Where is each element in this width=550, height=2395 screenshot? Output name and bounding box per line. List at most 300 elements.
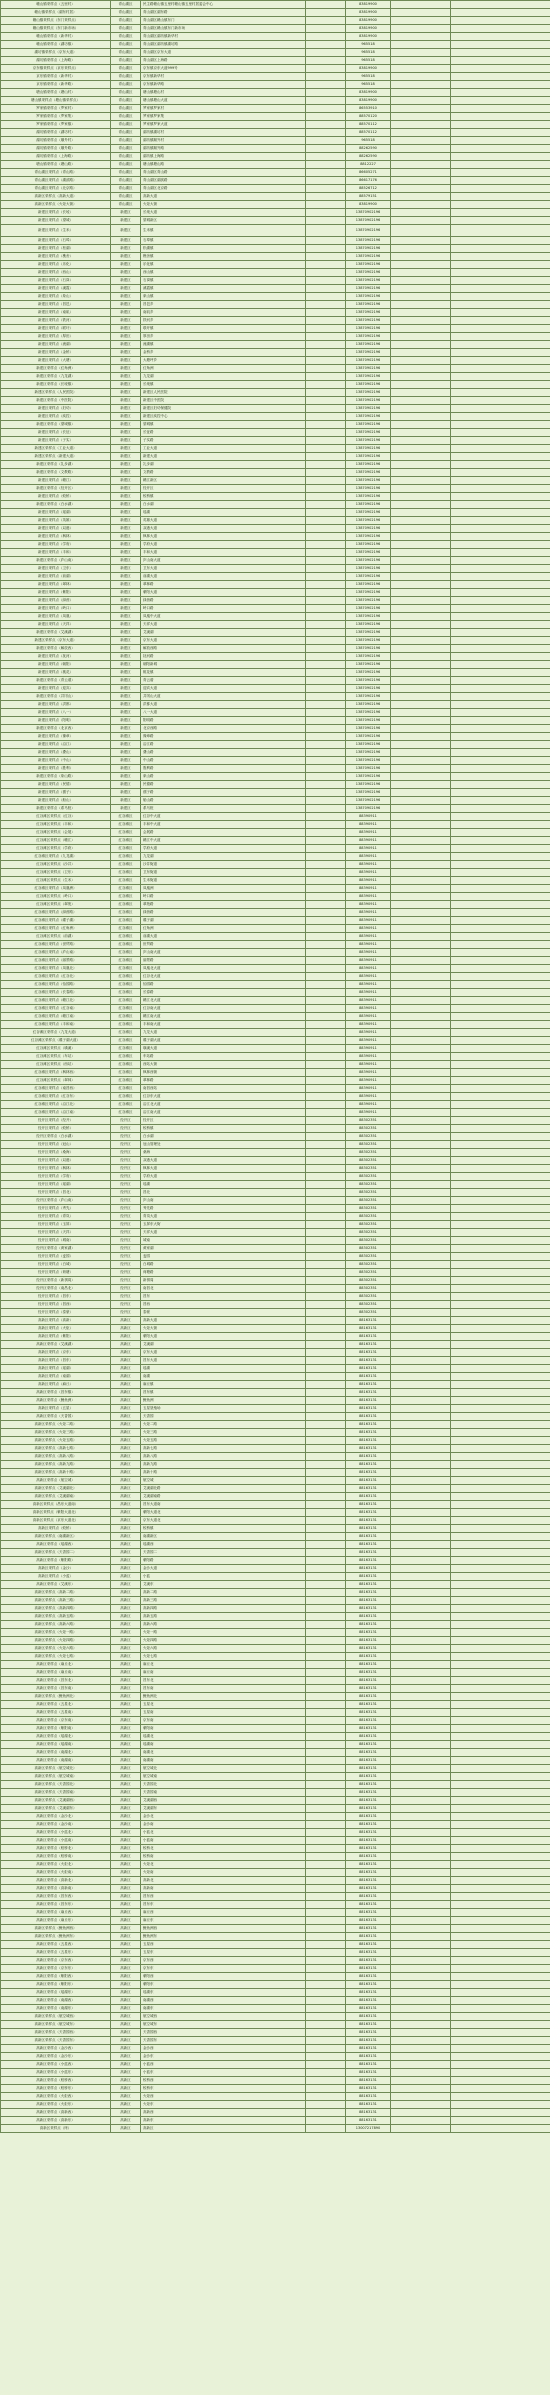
table-cell <box>306 1237 346 1245</box>
table-cell <box>391 1669 451 1677</box>
table-cell: 新建区 <box>111 573 141 581</box>
table-cell: 经开区 <box>111 1173 141 1181</box>
table-cell <box>306 1733 346 1741</box>
table-cell: 新建区 <box>111 645 141 653</box>
table-cell: 13870902196 <box>346 525 391 533</box>
table-cell: 高新区采样点（昌东北） <box>1 1677 111 1685</box>
table-cell <box>391 1245 451 1253</box>
table-cell <box>451 1789 550 1797</box>
table-cell: 88302351 <box>346 1125 391 1133</box>
table-row <box>1 225 550 237</box>
table-cell <box>391 413 451 421</box>
table-cell <box>391 709 451 717</box>
table-cell <box>306 1909 346 1917</box>
table-cell: 青山湖区采样点（湖滨路） <box>1 177 111 185</box>
table-row <box>1 1 550 9</box>
table-cell <box>391 1501 451 1509</box>
table-cell <box>391 2101 451 2109</box>
table-cell: 高新区 <box>111 1565 141 1573</box>
table-cell: 88390911 <box>346 965 391 973</box>
table-cell <box>451 1885 550 1893</box>
table-cell: 蛟桥北 <box>141 1845 306 1853</box>
table-cell: 高新区 <box>111 1533 141 1541</box>
table-cell <box>306 1877 346 1885</box>
table-cell: 88390911 <box>346 1093 391 1101</box>
table-cell <box>391 1893 451 1901</box>
table-cell: 京东镇采样点（新华路） <box>1 81 111 89</box>
table-cell: 高新区采样点（火炬四路） <box>1 1637 111 1645</box>
table-cell <box>306 1781 346 1789</box>
table-cell: 新建区 <box>111 757 141 765</box>
table-cell <box>391 613 451 621</box>
table-cell: 京东镇采样点（京东采样点） <box>1 65 111 73</box>
table-cell <box>391 2069 451 2077</box>
table-cell: 83819900 <box>346 97 391 105</box>
table-cell: 高新区采样点（小蓝东） <box>1 2069 111 2077</box>
table-cell: 小蓝东 <box>141 2069 306 2077</box>
table-cell <box>391 965 451 973</box>
table-cell <box>306 1669 346 1677</box>
table-cell: 联圩镇 <box>141 325 306 333</box>
table-row <box>1 789 550 797</box>
table-cell <box>391 1829 451 1837</box>
table-cell: 88163131 <box>346 1869 391 1877</box>
table-row <box>1 1157 550 1165</box>
table-row <box>1 557 550 565</box>
table-cell: 天香园 <box>141 1413 306 1421</box>
table-cell <box>306 1397 346 1405</box>
table-cell: 新建区 <box>111 357 141 365</box>
table-cell <box>451 309 550 317</box>
table-row <box>1 2013 550 2021</box>
table-cell: 新建区采样点（船山） <box>1 797 111 805</box>
table-row <box>1 1293 550 1301</box>
table-cell: 高新区 <box>111 1829 141 1837</box>
table-cell: 88390911 <box>346 869 391 877</box>
table-cell: 13870902196 <box>346 389 391 397</box>
table-cell <box>391 1125 451 1133</box>
table-cell <box>451 1381 550 1389</box>
table-cell <box>391 333 451 341</box>
table-row <box>1 565 550 573</box>
table-cell <box>391 509 451 517</box>
table-cell <box>451 949 550 957</box>
table-cell: 系马桩 <box>141 805 306 813</box>
table-cell: 高新区采样点（瑶湖） <box>1 1365 111 1373</box>
table-cell: 新建区 <box>111 413 141 421</box>
table-cell: 八一大道 <box>141 709 306 717</box>
table-cell: 88163131 <box>346 1701 391 1709</box>
table-cell: 新建区采样点（蛟桥） <box>1 493 111 501</box>
table-cell <box>391 1381 451 1389</box>
table-cell: 88163131 <box>346 1685 391 1693</box>
table-cell <box>451 1437 550 1445</box>
table-cell <box>391 405 451 413</box>
table-cell <box>451 1333 550 1341</box>
table-cell <box>391 1005 451 1013</box>
table-cell: 天香园南 <box>141 1789 306 1797</box>
table-cell: 红谷滩区 <box>111 965 141 973</box>
table-cell: 高新西 <box>141 2109 306 2117</box>
table-cell: 凤凰北大道 <box>141 965 306 973</box>
table-cell: 高新区采样点（金沙南） <box>1 1821 111 1829</box>
table-cell <box>451 253 550 261</box>
table-cell: 红谷滩区 <box>111 877 141 885</box>
table-cell <box>391 653 451 661</box>
table-cell <box>391 1973 451 1981</box>
table-cell: 经开区采样点（学府） <box>1 1173 111 1181</box>
table-row <box>1 209 550 217</box>
table-cell: 高新区 <box>111 2109 141 2117</box>
table-cell: 高新区采样点（瑶湖东） <box>1 1989 111 1997</box>
table-cell: 新建区 <box>111 469 141 477</box>
table-cell <box>451 589 550 597</box>
table-cell: 13870902196 <box>346 637 391 645</box>
table-cell <box>391 1205 451 1213</box>
table-cell <box>306 1885 346 1893</box>
table-cell: 88390911 <box>346 893 391 901</box>
table-cell: 高新区 <box>111 1717 141 1725</box>
table-cell: 高新区采样点（金沙东） <box>1 2053 111 2061</box>
table-cell: 高新区采样点（鲤鱼洲西） <box>1 1925 111 1933</box>
table-row <box>1 1877 550 1885</box>
table-cell: 高新区 <box>111 1821 141 1829</box>
table-cell: 高新区 <box>111 1525 141 1533</box>
table-cell <box>306 1309 346 1317</box>
table-cell: 红谷滩区 <box>111 989 141 997</box>
table-cell: 88570120 <box>346 113 391 121</box>
table-cell <box>451 1413 550 1421</box>
table-cell: 88163131 <box>346 1341 391 1349</box>
table-cell <box>391 325 451 333</box>
table-cell <box>306 565 346 573</box>
table-cell <box>451 701 550 709</box>
table-cell <box>451 1285 550 1293</box>
table-cell: 火炬东 <box>141 2101 306 2109</box>
table-cell <box>391 493 451 501</box>
table-cell: 88163131 <box>346 2061 391 2069</box>
table-cell: 青山湖区 <box>111 129 141 137</box>
table-row <box>1 1781 550 1789</box>
table-row <box>1 153 550 161</box>
table-cell: 高新区采样点（金沙北） <box>1 1813 111 1821</box>
table-cell: 艾溪湖北路 <box>141 1485 306 1493</box>
table-cell <box>306 1709 346 1717</box>
table-cell: 九龙大道 <box>141 1029 306 1037</box>
table-row <box>1 1373 550 1381</box>
table-cell: 青山湖区 <box>111 137 141 145</box>
table-cell <box>391 137 451 145</box>
table-cell <box>451 201 550 209</box>
table-cell: 朝阳新城 <box>141 661 306 669</box>
table-cell <box>306 605 346 613</box>
table-cell: 高新区 <box>111 1485 141 1493</box>
table-cell <box>391 909 451 917</box>
table-cell <box>391 1845 451 1853</box>
table-cell: 88390911 <box>346 1005 391 1013</box>
table-row <box>1 177 550 185</box>
table-cell: 西山镇 <box>141 269 306 277</box>
table-cell: 88163131 <box>346 1605 391 1613</box>
table-cell <box>306 885 346 893</box>
table-cell: 叠山路 <box>141 749 306 757</box>
table-row <box>1 1925 550 1933</box>
table-cell: 高新区采样点（紫阳） <box>1 1333 111 1341</box>
table-cell <box>306 381 346 389</box>
table-cell <box>451 2029 550 2037</box>
table-cell <box>391 1365 451 1373</box>
table-row <box>1 429 550 437</box>
table-row <box>1 1189 550 1197</box>
table-cell: 高新区 <box>111 1933 141 1941</box>
table-row <box>1 2125 550 2133</box>
table-cell: 965518 <box>346 81 391 89</box>
table-cell <box>451 389 550 397</box>
table-cell: 高新区采样点（麻丘南） <box>1 1669 111 1677</box>
table-cell: 塘山镇塘山大道 <box>141 97 306 105</box>
table-cell: 高新区采样点（麻丘北） <box>1 1661 111 1669</box>
table-cell: 高新区采样点（高新十路） <box>1 1469 111 1477</box>
table-cell: 红谷滩区 <box>111 1077 141 1085</box>
table-cell <box>391 1837 451 1845</box>
table-cell: 红谷滩区 <box>111 853 141 861</box>
table-cell: 火炬大街 <box>141 201 306 209</box>
table-cell <box>451 1549 550 1557</box>
table-cell: 红谷滩区采样点（岭口） <box>1 893 111 901</box>
table-cell: 经开区采样点（城南） <box>1 1237 111 1245</box>
table-cell: 经开区 <box>111 1181 141 1189</box>
table-cell: 13870902196 <box>346 677 391 685</box>
table-cell: 青山湖区 <box>111 113 141 121</box>
table-cell: 新建区采样点（樵舍） <box>1 253 111 261</box>
table-cell: 86617176 <box>346 177 391 185</box>
table-cell: 13870902196 <box>346 217 391 225</box>
table-row <box>1 1213 550 1221</box>
table-cell: 高新区 <box>111 1869 141 1877</box>
table-cell: 丰和南大道 <box>141 1021 306 1029</box>
table-cell: 红谷滩区采样点（翠林） <box>1 1077 111 1085</box>
table-cell: 88163131 <box>346 1733 391 1741</box>
table-cell: 鲤鱼洲东 <box>141 1933 306 1941</box>
table-cell <box>391 957 451 965</box>
table-row <box>1 669 550 677</box>
table-cell: 新建区采样点（望城） <box>1 217 111 225</box>
table-cell: 高新区 <box>111 1549 141 1557</box>
table-cell <box>306 493 346 501</box>
table-cell: 高新区 <box>111 1973 141 1981</box>
table-cell: 天香园东 <box>141 2037 306 2045</box>
table-row <box>1 105 550 113</box>
table-cell: 高新区采样点（小蓝南） <box>1 1837 111 1845</box>
table-cell: 高新区采样点（五星东） <box>1 1949 111 1957</box>
table-row <box>1 1013 550 1021</box>
table-cell: 高新区采样点（高新七路） <box>1 1445 111 1453</box>
table-cell <box>306 1517 346 1525</box>
table-cell <box>451 177 550 185</box>
table-cell <box>306 1725 346 1733</box>
table-row <box>1 685 550 693</box>
table-cell <box>391 1213 451 1221</box>
table-cell <box>451 2053 550 2061</box>
table-cell <box>451 717 550 725</box>
table-row <box>1 965 550 973</box>
table-cell <box>306 1 346 9</box>
table-row <box>1 1453 550 1461</box>
table-row <box>1 589 550 597</box>
table-cell: 高新区 <box>111 1453 141 1461</box>
table-cell: 88302351 <box>346 1213 391 1221</box>
table-cell <box>306 293 346 301</box>
table-cell <box>306 1133 346 1141</box>
table-cell <box>306 437 346 445</box>
table-cell: 昌东大道南 <box>141 1501 306 1509</box>
table-cell <box>451 1989 550 1997</box>
table-cell <box>391 549 451 557</box>
table-cell: 高新区采样点（麻丘东） <box>1 1917 111 1925</box>
table-cell: 高新区 <box>111 1925 141 1933</box>
table-cell <box>306 1389 346 1397</box>
table-cell <box>451 2021 550 2029</box>
table-row <box>1 269 550 277</box>
table-cell: 高新区采样点（航空城南） <box>1 1773 111 1781</box>
table-row <box>1 1045 550 1053</box>
table-cell: 青山湖区 <box>111 17 141 25</box>
table-cell: 88163131 <box>346 2093 391 2101</box>
table-cell <box>391 1749 451 1757</box>
table-cell <box>391 2037 451 2045</box>
table-cell: 高新区采样点（五星西） <box>1 1941 111 1949</box>
table-cell <box>306 1013 346 1021</box>
table-cell <box>391 885 451 893</box>
table-row <box>1 1885 550 1893</box>
table-cell: 88163131 <box>346 1853 391 1861</box>
table-cell: 经开区 <box>111 1133 141 1141</box>
table-cell: 高新区采样点（高新二路） <box>1 1589 111 1597</box>
table-cell <box>306 1125 346 1133</box>
table-cell: 88163131 <box>346 1781 391 1789</box>
table-cell: 新建区 <box>111 285 141 293</box>
table-cell: 红谷滩区采样点（丽景路） <box>1 957 111 965</box>
table-cell <box>451 1373 550 1381</box>
table-cell: 13870902196 <box>346 261 391 269</box>
table-cell <box>391 2117 451 2125</box>
table-cell <box>451 653 550 661</box>
table-cell: 红谷滩区 <box>111 1053 141 1061</box>
table-cell <box>451 1613 550 1621</box>
table-cell: 新建区 <box>111 217 141 225</box>
table-cell <box>391 525 451 533</box>
table-cell <box>306 1981 346 1989</box>
table-row <box>1 1301 550 1309</box>
table-cell: 高新区 <box>111 1493 141 1501</box>
table-cell: 双港大道 <box>141 525 306 533</box>
table-cell <box>306 1429 346 1437</box>
table-cell: 小蓝 <box>141 1573 306 1581</box>
table-cell <box>306 1789 346 1797</box>
table-cell: 新建区 <box>111 405 141 413</box>
table-cell <box>306 973 346 981</box>
table-cell: 88163131 <box>346 1861 391 1869</box>
table-cell <box>451 1709 550 1717</box>
table-cell: 经开区采样点（枫林） <box>1 1165 111 1173</box>
table-cell: 翠林路 <box>141 581 306 589</box>
table-cell: 红谷滩区 <box>111 1037 141 1045</box>
table-cell: 13870902196 <box>346 325 391 333</box>
table-cell <box>451 1053 550 1061</box>
table-cell: 红谷滩区采样点（凤凰洲） <box>1 885 111 893</box>
table-cell <box>391 693 451 701</box>
table-row <box>1 741 550 749</box>
table-cell: 高新区 <box>111 2021 141 2029</box>
table-cell: 城南 <box>141 1237 306 1245</box>
table-row <box>1 2021 550 2029</box>
table-cell: 高新区 <box>111 2053 141 2061</box>
table-cell: 卫东大道 <box>141 565 306 573</box>
table-row <box>1 41 550 49</box>
table-cell <box>391 1069 451 1077</box>
table-cell: 经开区 <box>111 1221 141 1229</box>
table-cell: 天祥大道 <box>141 1229 306 1237</box>
table-cell <box>306 1741 346 1749</box>
table-cell: 88163131 <box>346 1797 391 1805</box>
table-cell: 13870902196 <box>346 429 391 437</box>
table-row <box>1 1093 550 1101</box>
table-cell: 青山湖区湖坊镇新华村 <box>141 33 306 41</box>
table-row <box>1 701 550 709</box>
table-cell <box>391 57 451 65</box>
table-cell: 高新区采样点（小蓝北） <box>1 1829 111 1837</box>
table-cell: 高新区 <box>111 1885 141 1893</box>
table-cell <box>306 2085 346 2093</box>
table-cell: 红谷滩区 <box>111 1045 141 1053</box>
table-cell <box>306 1629 346 1637</box>
table-cell: 965518 <box>346 57 391 65</box>
table-cell: 13870902196 <box>346 405 391 413</box>
table-cell: 高新区 <box>111 1981 141 1989</box>
table-cell <box>306 17 346 25</box>
table-cell <box>391 49 451 57</box>
table-cell: 红谷东大道 <box>141 1093 306 1101</box>
table-cell <box>451 429 550 437</box>
table-cell: 88390911 <box>346 1109 391 1117</box>
table-cell: 新建区 <box>111 245 141 253</box>
table-cell: 88163131 <box>346 1645 391 1653</box>
table-row <box>1 1845 550 1853</box>
table-cell: 青山湖区采样点（青山路） <box>1 169 111 177</box>
table-cell <box>451 1669 550 1677</box>
table-cell <box>391 2061 451 2069</box>
table-cell <box>306 1661 346 1669</box>
table-cell: 88302351 <box>346 1189 391 1197</box>
table-cell <box>306 129 346 137</box>
table-row <box>1 1701 550 1709</box>
table-cell: 红谷滩区采样点（庐山南） <box>1 949 111 957</box>
table-cell: 塘山镇塘山村 <box>141 89 306 97</box>
table-row <box>1 1869 550 1877</box>
table-cell: 高新区采样点（高新大道） <box>1 193 111 201</box>
table-cell <box>306 209 346 217</box>
table-cell: 88163131 <box>346 1405 391 1413</box>
table-cell: 艾溪湖 <box>141 629 306 637</box>
table-cell <box>391 1525 451 1533</box>
table-cell: 新建区 <box>111 605 141 613</box>
table-cell: 88163131 <box>346 1941 391 1949</box>
table-cell: 88302351 <box>346 1301 391 1309</box>
table-cell <box>451 357 550 365</box>
table-cell <box>306 97 346 105</box>
table-cell: 高新北 <box>141 1877 306 1885</box>
table-cell <box>451 997 550 1005</box>
